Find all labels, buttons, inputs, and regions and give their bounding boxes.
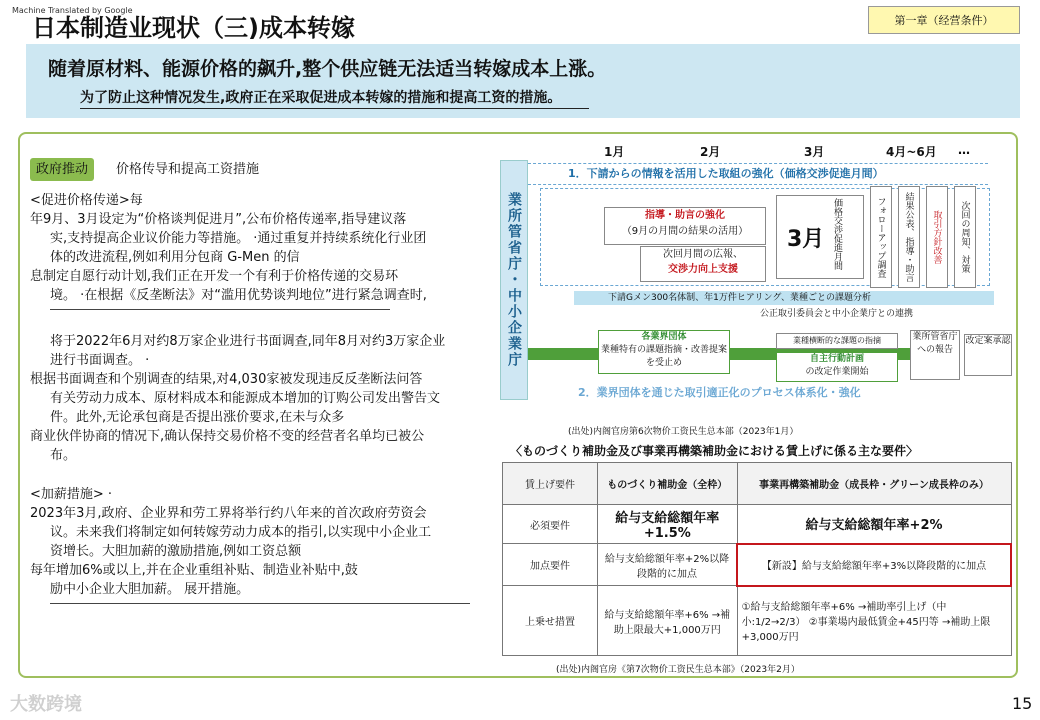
paragraph-line: 2023年3月,政府、企业界和劳工界将举行约八年来的首次政府劳资会 bbox=[30, 506, 427, 521]
action-plan-title: 自主行動計画 bbox=[809, 354, 864, 364]
table-header: 賃上げ要件 bbox=[503, 463, 598, 505]
march-box bbox=[776, 195, 864, 279]
action-plan-sub: の改定作業開始 bbox=[805, 367, 869, 377]
row-label: 必須要件 bbox=[503, 505, 598, 544]
divider-line bbox=[50, 309, 390, 310]
industry-group-title: 各業界団体 bbox=[641, 332, 687, 342]
cross-industry-box: 業種横断的な課題の指摘 bbox=[776, 333, 898, 349]
paragraph-line: 息制定自愿行动计划,我们正在开发一个有利于价格传递的交易环 bbox=[30, 269, 399, 284]
report-box: 業所管省庁への報告 bbox=[910, 330, 960, 380]
paragraph-line: 有关劳动力成本、原材料成本和能源成本增加的订购公司发出警告文 bbox=[50, 391, 441, 406]
next-column: 次回の周知、対策 bbox=[954, 186, 976, 288]
month-label: 2月 bbox=[700, 145, 721, 159]
month-label: 3月 bbox=[804, 145, 825, 159]
table-cell: 給与支給総額年率+2% bbox=[737, 505, 1011, 544]
page-number: 15 bbox=[1012, 694, 1033, 713]
gmen-bar: 下請Gメン300名体制、年1万件ヒアリング、業種ごとの課題分析 bbox=[574, 291, 994, 305]
paragraph-line: 根据书面调查和个别调查的结果,对4,030家被发现违反反垄断法问答 bbox=[30, 372, 423, 387]
machine-translation-note: Machine Translated by Google bbox=[12, 6, 133, 15]
section-heading: 价格传导和提高工资措施 bbox=[116, 162, 260, 177]
ftc-bar: 公正取引委員会と中小企業庁との連携 bbox=[760, 309, 914, 319]
table-cell: 給与支給総額年率+2%以降段階的に加点 bbox=[598, 544, 738, 586]
industry-group-box bbox=[598, 330, 730, 374]
government-tag: 政府推动 bbox=[30, 158, 94, 181]
paragraph-line: 进行书面调查。 · bbox=[50, 353, 150, 368]
paragraph-line: 实,支持提高企业议价能力等措施。 ·通过重复并持续系统化行业团 bbox=[50, 231, 427, 246]
process-arrow-1: 1．下請からの情報を活用した取組の強化（価格交渉促進月間） bbox=[528, 163, 988, 185]
march-vertical-text: 価格交渉促進月間 bbox=[832, 198, 842, 270]
paragraph-line: 资增长。大胆加薪的激励措施,例如工资总额 bbox=[50, 544, 302, 559]
paragraph-line: 年9月、3月设定为“价格谈判促进月”,公布价格传递率,指导建议落 bbox=[30, 212, 407, 227]
paragraph-line: 议。未来我们将制定如何转嫁劳动力成本的指引,以实现中小企业工 bbox=[50, 525, 432, 540]
divider-line bbox=[50, 603, 470, 604]
paragraph-line: 将于2022年6月对约8万家企业进行书面调查,同年8月对约3万家企业 bbox=[50, 334, 446, 349]
table-row bbox=[503, 586, 1012, 656]
source-note-1: (出处)内阁官房第6次物价工资民生总本部（2023年1月） bbox=[568, 427, 799, 437]
table-title: 〈ものづくり補助金及び事業再構築補助金における賃上げに係る主な要件〉 bbox=[510, 444, 919, 458]
wage-section-title: <加薪措施> · bbox=[30, 487, 113, 502]
ministry-side-label: 業所管省庁・中小企業庁 bbox=[500, 160, 528, 400]
action-plan-box bbox=[776, 352, 898, 382]
table-row bbox=[503, 505, 1012, 544]
left-text-column bbox=[30, 158, 498, 604]
table-header: ものづくり補助金（全枠） bbox=[598, 463, 738, 505]
promotion-sub: 交渉力向上支援 bbox=[668, 264, 738, 275]
table-cell-new: 【新設】給与支給総額年率+3%以降段階的に加点 bbox=[737, 544, 1011, 586]
guidance-sub: （9月の月間の結果の活用） bbox=[621, 226, 749, 237]
guidance-title: 指導・助言の強化 bbox=[645, 210, 725, 221]
banner-headline: 随着原材料、能源价格的飙升,整个供应链无法适当转嫁成本上涨。 bbox=[48, 58, 607, 80]
row-label: 上乗せ措置 bbox=[503, 586, 598, 656]
month-label: 1月 bbox=[604, 145, 625, 159]
banner-subline: 为了防止这种情况发生,政府正在采取促进成本转嫁的措施和提高工资的措施。 bbox=[80, 87, 589, 109]
table-row bbox=[503, 544, 1012, 586]
followup-column: フォローアップ調査 bbox=[870, 186, 892, 288]
chapter-badge: 第一章（经营条件） bbox=[868, 6, 1020, 34]
paragraph-line: 体的改进流程,例如利用分包商 G-Men 的信 bbox=[50, 250, 300, 265]
page-title: 日本制造业现状（三)成本转嫁 bbox=[32, 14, 355, 42]
table-cell: 給与支給総額年率+1.5% bbox=[598, 505, 738, 544]
paragraph-line: 境。 ·在根据《反垄断法》对“滥用优势谈判地位”进行紧急调查时, bbox=[50, 288, 427, 303]
approval-box: 改定案承認 bbox=[964, 334, 1012, 376]
industry-group-sub: 業種特有の課題指摘・改善提案を受止め bbox=[600, 345, 727, 368]
paragraph-line: 每年增加6%或以上,并在企业重组补贴、制造业补贴中,鼓 bbox=[30, 563, 358, 578]
results-column: 結果公表、指導・助言 bbox=[898, 186, 920, 288]
price-section-title: <促进价格传递>每 bbox=[30, 193, 143, 208]
paragraph-line: 商业伙伴协商的情况下,确认保持交易价格不变的经营者名单均已被公 bbox=[30, 429, 425, 444]
paragraph-line: 励中小企业大胆加薪。 展开措施。 bbox=[50, 582, 250, 597]
promotion-box bbox=[640, 246, 766, 282]
table-header-row bbox=[503, 463, 1012, 505]
month-label: … bbox=[958, 143, 970, 157]
paragraph-line: 件。此外,无论承包商是否提出涨价要求,在未与众多 bbox=[50, 410, 345, 425]
watermark-logo: 大数跨境 bbox=[10, 694, 82, 715]
month-label: 4月~6月 bbox=[886, 145, 937, 159]
table-header: 事業再構築補助金（成長枠・グリーン成長枠のみ） bbox=[737, 463, 1011, 505]
paragraph-line: 布。 bbox=[50, 448, 77, 463]
table-cell: 給与支給総額年率+6% →補助上限最大+1,000万円 bbox=[598, 586, 738, 656]
guidance-box bbox=[604, 207, 766, 245]
row-label: 加点要件 bbox=[503, 544, 598, 586]
march-label: 3月 bbox=[787, 226, 825, 252]
table-cell: ①給与支給総額年率+6% →補助率引上げ（中小:1/2→2/3） ②事業場内最低賃金+45円等 →補助上限+3,000万円 bbox=[737, 586, 1011, 656]
policy-column: 取引方針改善 bbox=[926, 186, 948, 288]
process-arrow-2-label: 2．業界団体を通じた取引適正化のプロセス体系化・強化 bbox=[578, 386, 861, 399]
subsidy-requirements-table bbox=[502, 462, 1012, 656]
promotion-title: 次回月間の広報、 bbox=[663, 249, 743, 260]
source-note-2: (出处)内阁官房《第7次物价工资民生总本部》（2023年2月） bbox=[556, 665, 800, 675]
